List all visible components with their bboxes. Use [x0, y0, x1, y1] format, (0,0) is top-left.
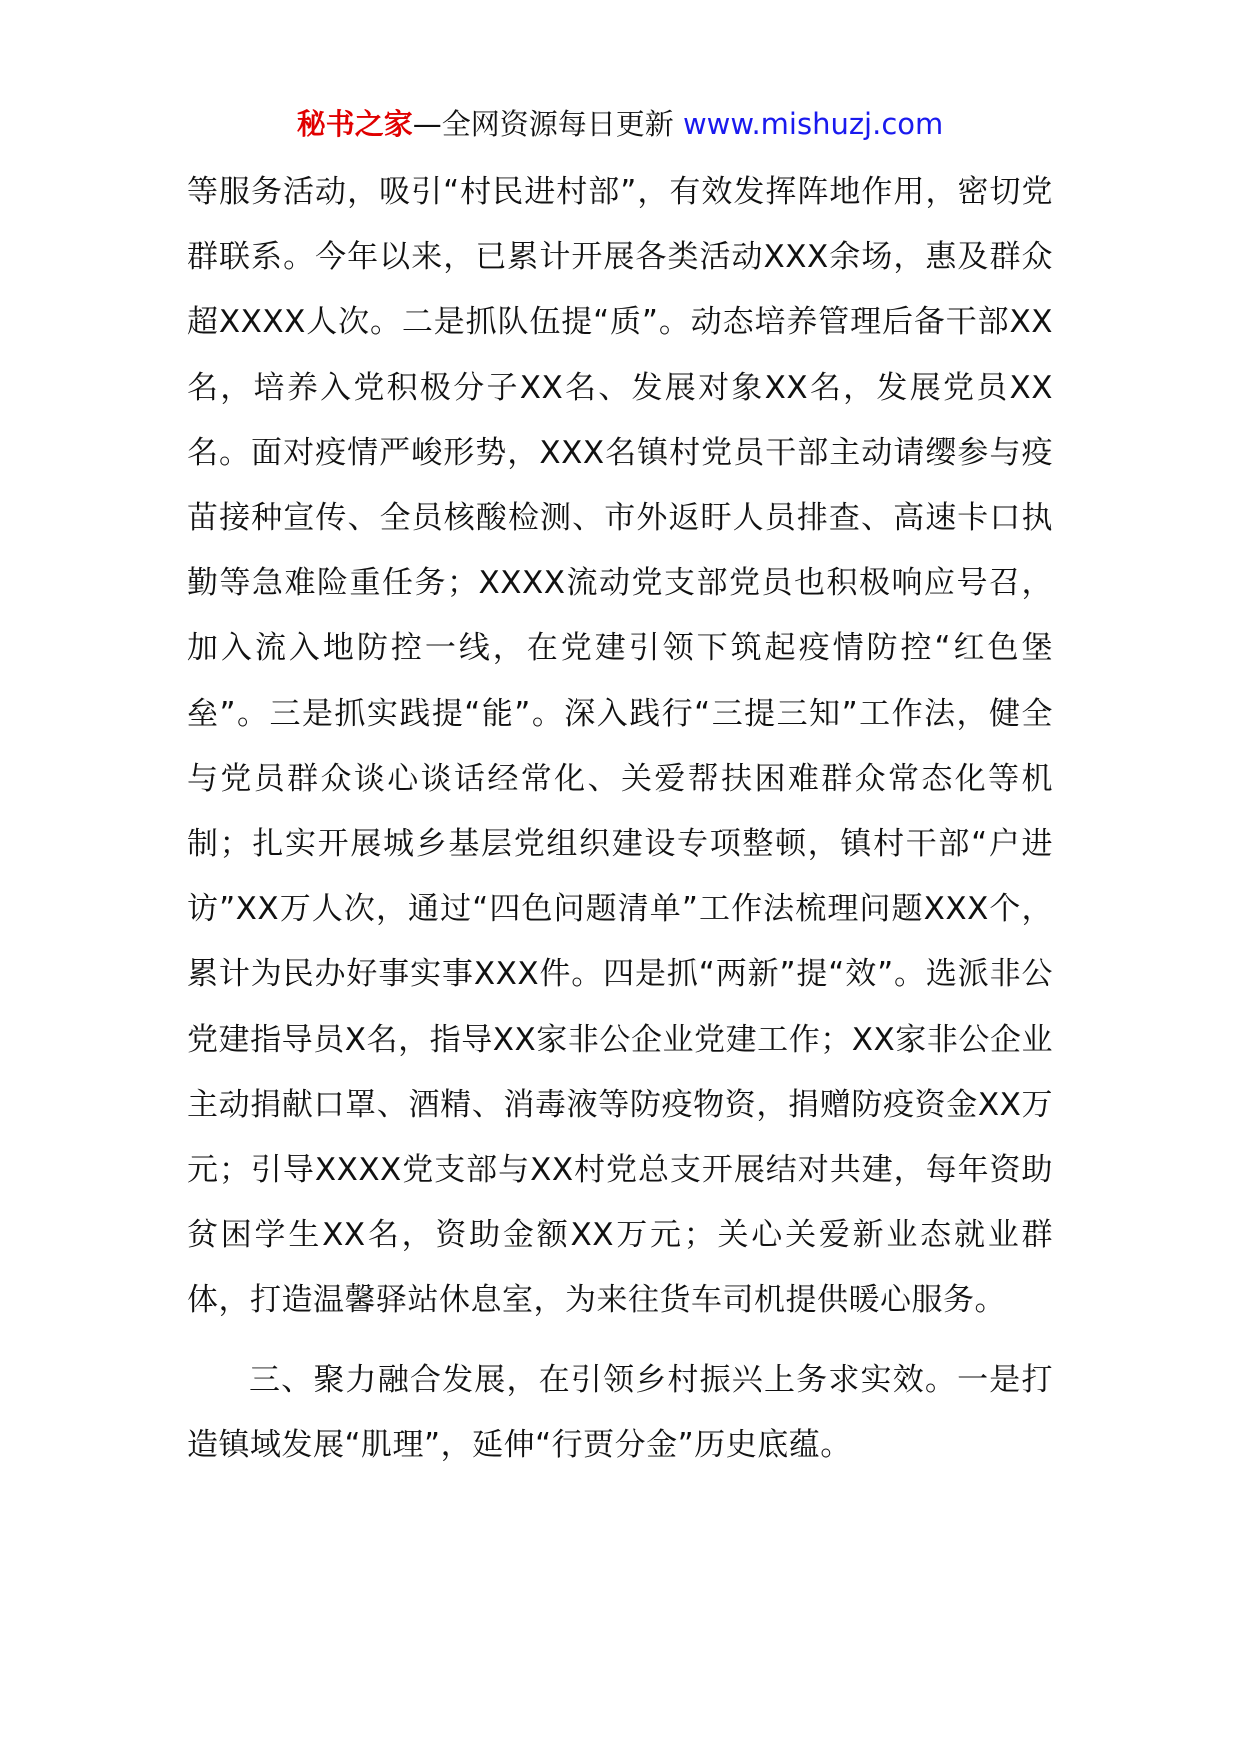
section-text: 一是打造镇域发展“肌理”，延伸“行贾分金”历史底蕴。	[187, 1361, 1053, 1463]
document-body	[187, 160, 1053, 1478]
site-brand: 秘书之家	[296, 107, 413, 141]
section-heading: 三、聚力融合发展，在引领乡村振兴上务求实效。	[249, 1361, 958, 1398]
section-paragraph	[187, 1348, 1053, 1478]
body-paragraph: 等服务活动，吸引“村民进村部”，有效发挥阵地作用，密切党群联系。今年以来，已累计开展各类活动XXX余场，惠及群众超XXXX人次。二是抓队伍提“质”。动态培养管理后备干部XX名，培养入党积极分子XX名、发展对象XX名，发展党员XX名。面对疫情严峻形势，XXX名镇村党员干部主动请缨参与疫苗接种宣传、全员核酸检测、市外返盱人员排查、高速卡口执勤等急难险重任务；XXXX流动党支部党员也积极响应号召，加入流入地防控一线，在党建引领下筑起疫情防控“红色堡垒”。三是抓实践提“能”。深入践行“三提三知”工作法，健全与党员群众谈心谈话经常化、关爱帮扶困难群众常态化等机制；扎实开展城乡基层党组织建设专项整顿，镇村干部“户进访”XX万人次，通过“四色问题清单”工作法梳理问题XXX个，累计为民办好事实事XXX件。四是抓“两新”提“效”。选派非公党建指导员X名，指导XX家非公企业党建工作；XX家非公企业主动捐献口罩、酒精、消毒液等防疫物资，捐赠防疫资金XX万元；引导XXXX党支部与XX村党总支开展结对共建，每年资助贫困学生XX名，资助金额XX万元；关心关爱新业态就业群体，打造温馨驿站休息室，为来往货车司机提供暖心服务。	[187, 174, 1053, 1319]
site-tagline: —全网资源每日更新	[412, 107, 674, 141]
site-url-link[interactable]: www.mishuzj.com	[682, 107, 944, 141]
site-header	[0, 104, 1240, 144]
